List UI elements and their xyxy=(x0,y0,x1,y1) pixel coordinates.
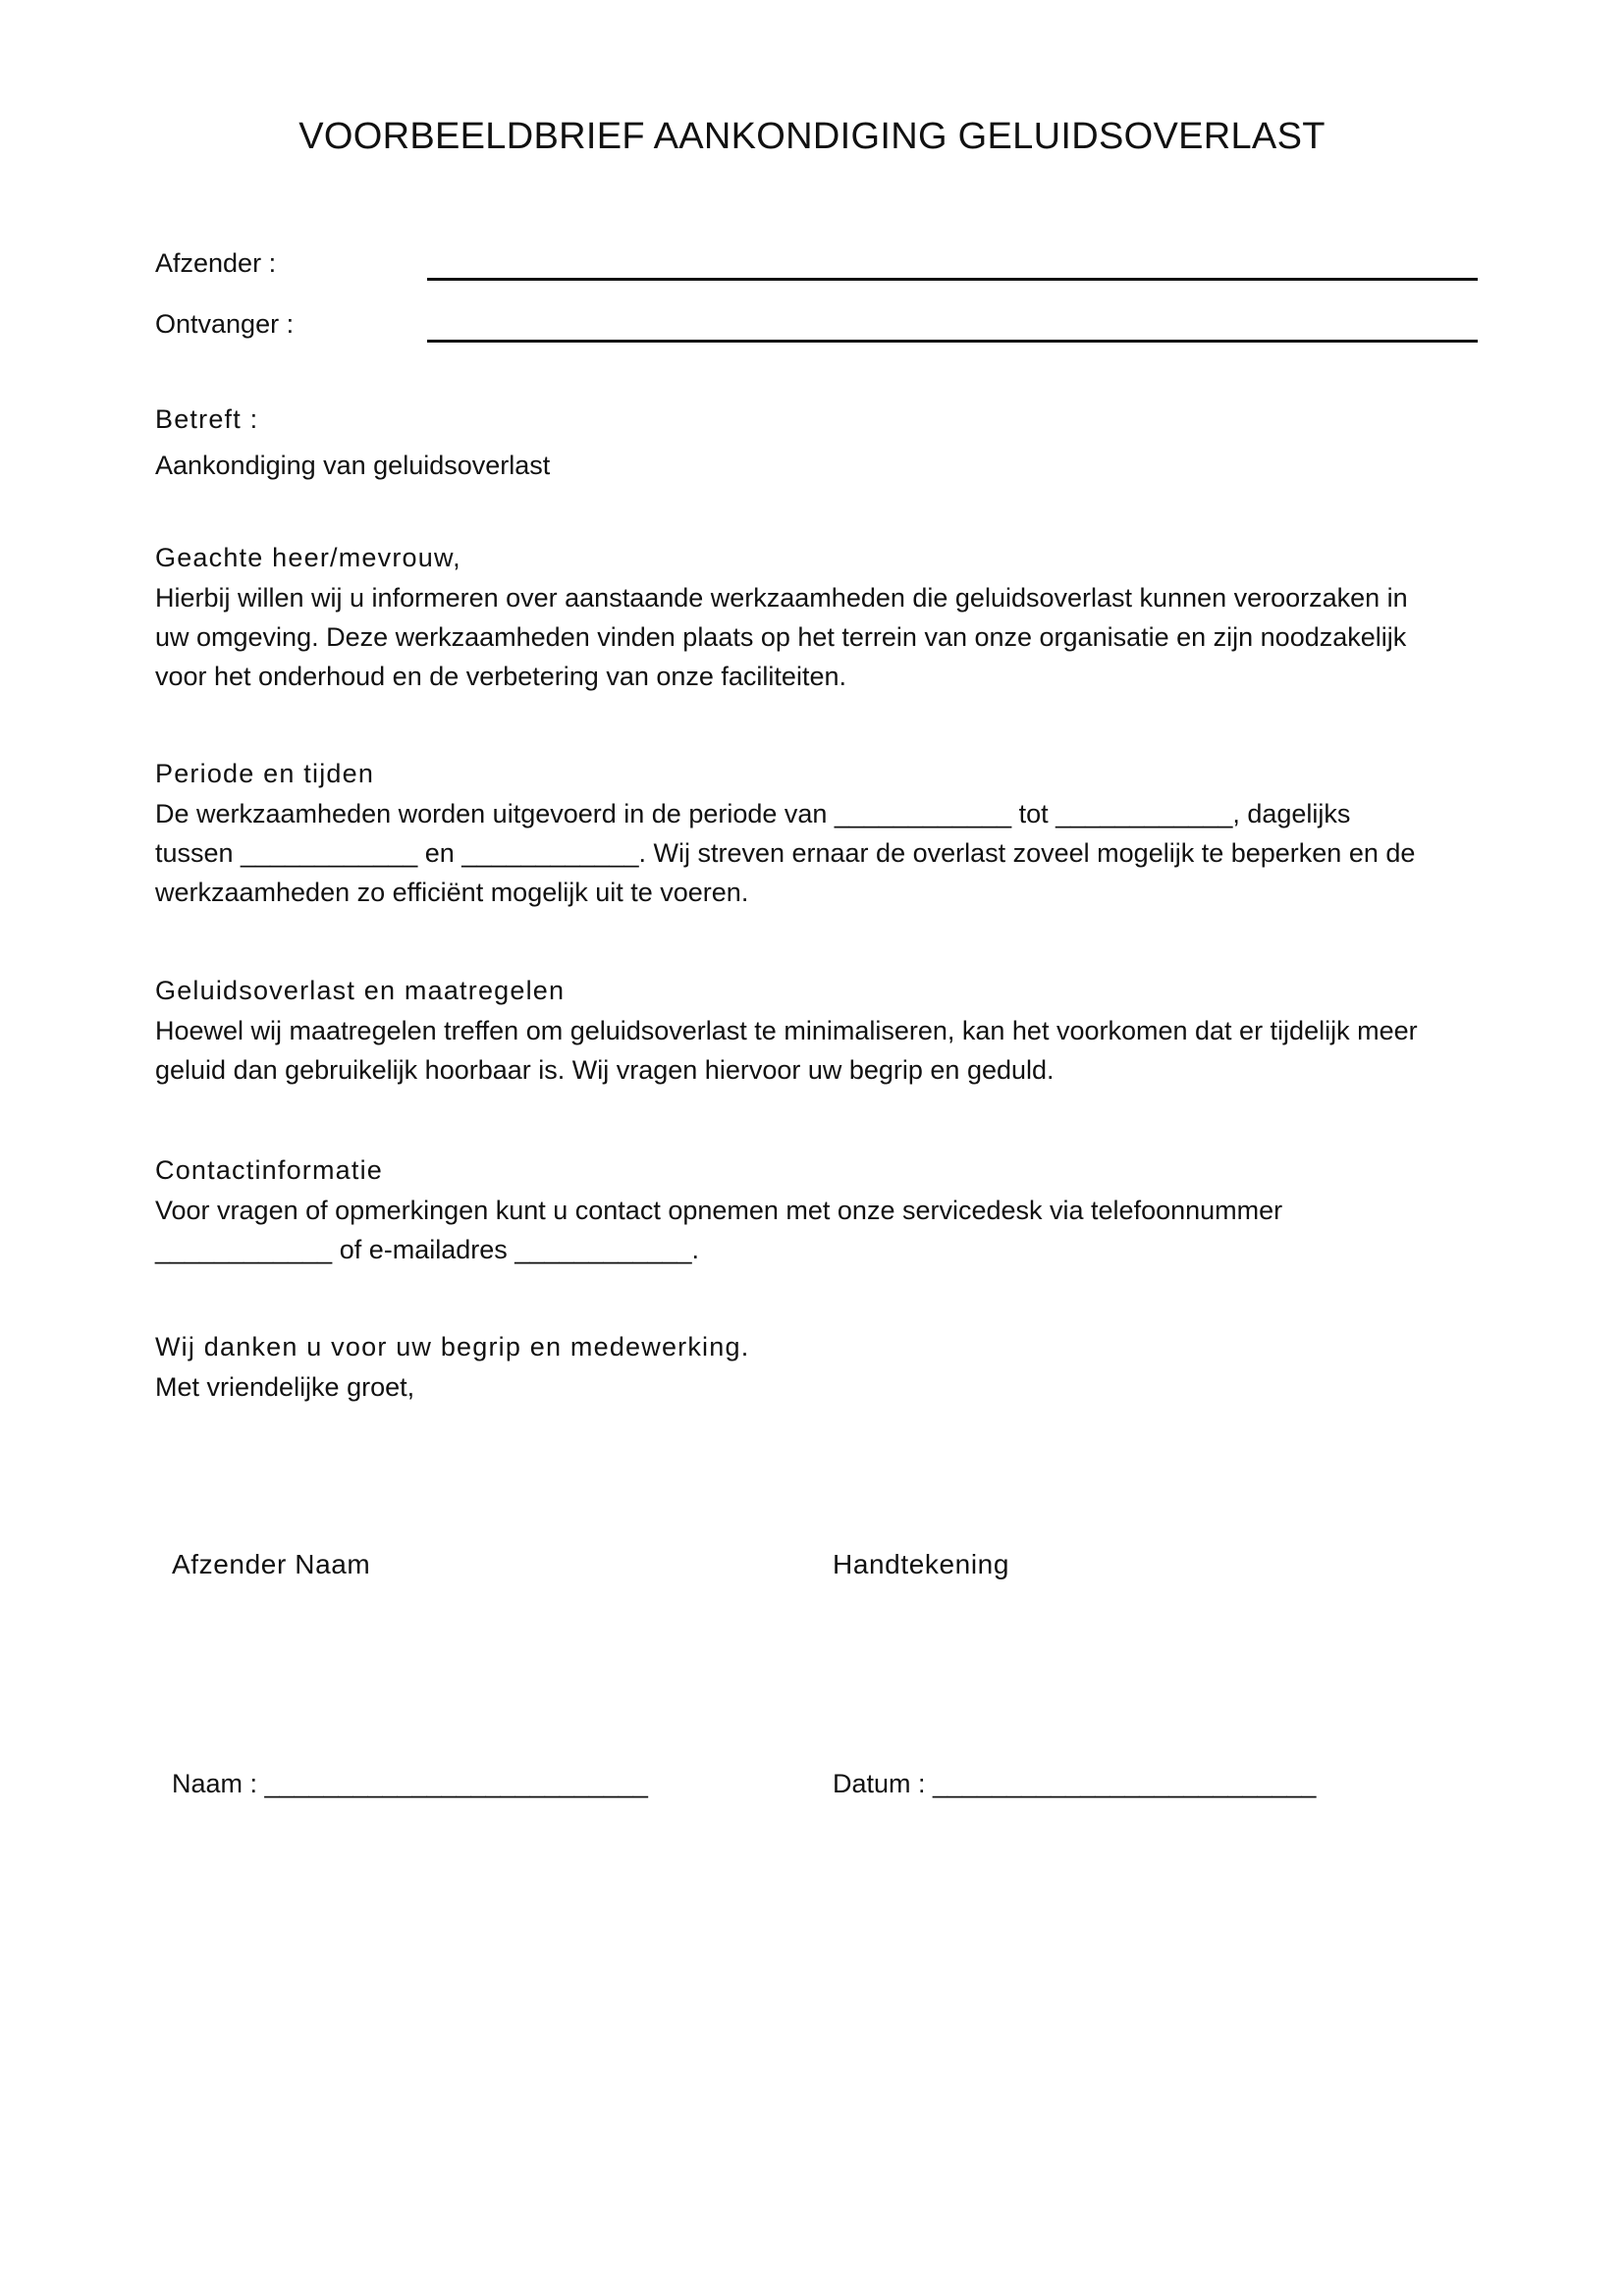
periode-line: werkzaamheden zo efficiënt mogelijk uit te voeren. xyxy=(155,878,749,907)
maatregelen-heading: Geluidsoverlast en maatregelen xyxy=(155,976,566,1005)
afzender-label: Afzender : xyxy=(155,248,277,278)
handtekening-label: Handtekening xyxy=(833,1549,1009,1579)
closing-thanks: Wij danken u voor uw begrip en medewerking. xyxy=(155,1332,750,1362)
maatregelen-line: Hoewel wij maatregelen treffen om geluidsoverlast te minimaliseren, kan het voorkomen dat er tijdelijk meer xyxy=(155,1016,1418,1045)
ontvanger-line[interactable] xyxy=(427,340,1478,343)
contact-line: Voor vragen of opmerkingen kunt u contact opnemen met onze servicedesk via telefoonnummer xyxy=(155,1196,1283,1225)
contact-line: ____________ of e-mailadres ____________. xyxy=(155,1235,699,1264)
periode-heading: Periode en tijden xyxy=(155,759,375,788)
document-title: VOORBEELDBRIEF AANKONDIGING GELUIDSOVERLAST xyxy=(298,116,1326,157)
periode-line: De werkzaamheden worden uitgevoerd in de periode van ____________ tot ____________, dagelijks xyxy=(155,799,1351,828)
intro-line: Hierbij willen wij u informeren over aanstaande werkzaamheden die geluidsoverlast kunnen veroorzaken in xyxy=(155,583,1408,613)
betreft-value: Aankondiging van geluidsoverlast xyxy=(155,451,551,480)
salutation: Geachte heer/mevrouw, xyxy=(155,543,461,572)
ontvanger-label: Ontvanger : xyxy=(155,309,295,339)
periode-line: tussen ____________ en ____________. Wij streven ernaar de overlast zoveel mogelijk te beperken en de xyxy=(155,838,1416,868)
intro-line: uw omgeving. Deze werkzaamheden vinden plaats op het terrein van onze organisatie en zijn noodzakelijk xyxy=(155,622,1407,652)
sender-name-label: Afzender Naam xyxy=(172,1549,371,1579)
datum-field[interactable]: Datum : __________________________ xyxy=(833,1769,1317,1798)
afzender-line[interactable] xyxy=(427,278,1478,281)
contact-heading: Contactinformatie xyxy=(155,1155,383,1185)
intro-line: voor het onderhoud en de verbetering van onze faciliteiten. xyxy=(155,662,846,691)
betreft-label: Betreft : xyxy=(155,404,259,434)
naam-field[interactable]: Naam : __________________________ xyxy=(172,1769,648,1798)
closing-regards: Met vriendelijke groet, xyxy=(155,1372,415,1402)
maatregelen-line: geluid dan gebruikelijk hoorbaar is. Wij vragen hiervoor uw begrip en geduld. xyxy=(155,1055,1055,1085)
